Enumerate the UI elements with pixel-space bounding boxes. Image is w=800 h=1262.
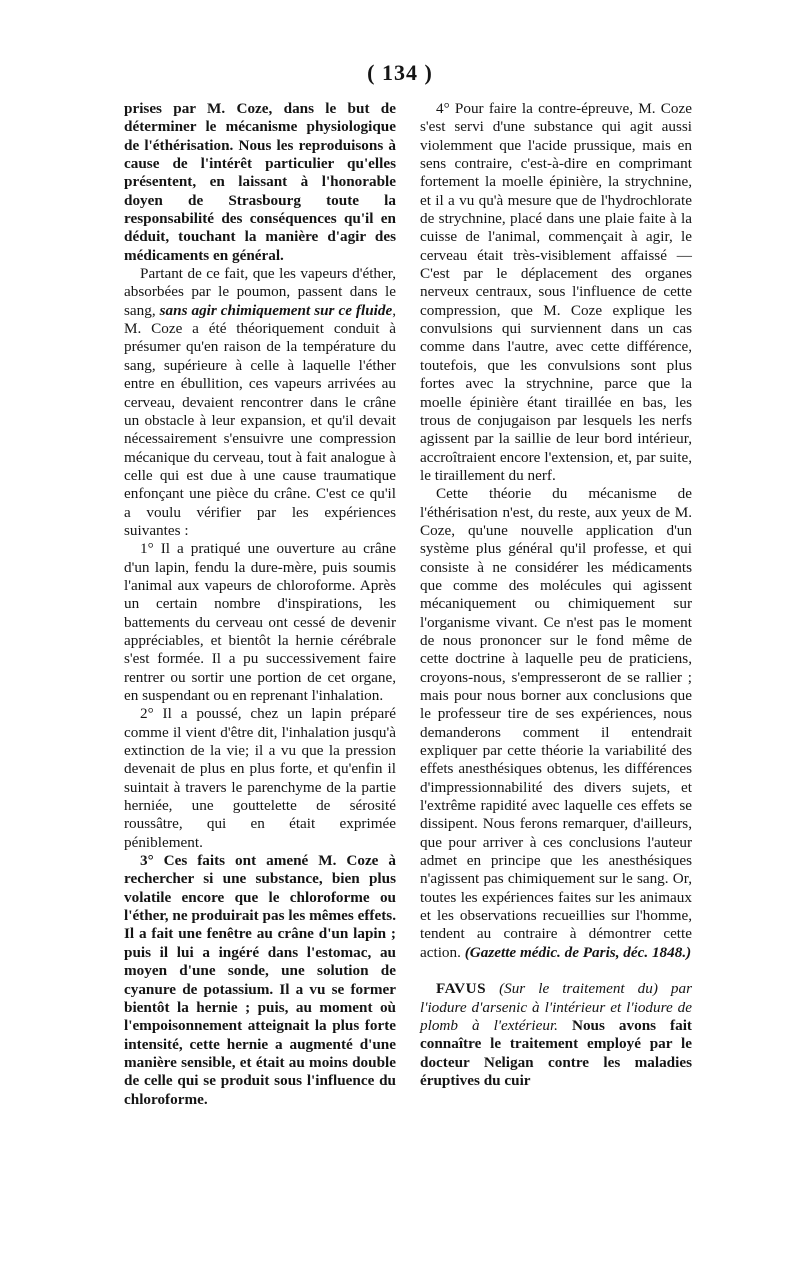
- experiment-1: 1° Il a pratiqué une ouverture au crâne d'un lapin, fendu la dure-mère, puis soumis l'animal aux vapeurs de chloroforme. Après un certain nombre d'inspirations, les battements du cerveau ont cessé de devenir appréciables, et bientôt la hernie cérébrale s'est formée. Il a pu successivement faire rentrer ou sortir une portion de cet organe, en suspendant ou en reprenant l'inhalation.: [124, 540, 396, 704]
- favus-text: Nous avons fait connaître le traitement employé par le docteur Neligan contre les maladies éruptives du cuir: [420, 1016, 692, 1089]
- left-column: [124, 100, 396, 1109]
- citation-gazette: (Gazette médic. de Paris, déc. 1848.): [464, 943, 692, 961]
- paragraph-conclusion-body: Cette théorie du mécanisme de l'éthérisation n'est, du reste, aux yeux de M. Coze, qu'une nouvelle application d'un système plus général qu'il professe, et qui consiste à ne considérer les médicaments que comme des molécules qui agissent mécaniquement ou chimiquement sur l'organisme vivant. Ce n'est pas le moment de nous prononcer sur le fond même de cette doctrine à laquelle peu de praticiens, croyons-nous, s'empresseront de se rallier ; mais pour nous borner aux conclusions que le professeur tire de ses expériences, nous demanderons comment il entendrait expliquer par cette théorie la variabilité des effets anesthésiques obtenus, les différences d'impressionnabilité des divers sujets, et l'extrême rapidité avec laquelle ces effets se dissipent. Nous ferons remarquer, d'ailleurs, que pour arriver à ces conclusions l'auteur admet en principe que les anesthésiques n'agissent pas chimiquement sur le sang. Or, toutes les expériences faites sur les animaux et les observations recueillies sur l'homme, tendent au contraire à démontrer cette action.: [420, 485, 692, 961]
- experiment-4: 4° Pour faire la contre-épreuve, M. Coze s'est servi d'une substance qui agit aussi violemment que l'acide prussique, mais en sens contraire, c'est-à-dire en comprimant fortement la moelle épinière, la strychnine, et il a vu qu'à mesure que de l'hydrochlorate de strychnine, placé dans une plaie faite à la cuisse de l'animal, commençait à agir, le cerveau était très-visiblement affaissé —C'est par le déplacement des organes nerveux centraux, sous l'influence de cette compression, que M. Coze explique les convulsions qui surviennent dans un cas comme dans l'autre, avec cette différence, toutefois, que les convulsions sont plus fortes avec la strychnine, parce que la moelle épinière étant tiraillée en bas, les trous de conjugaison par lesquels les nerfs agissent par la saillie de leur bord intérieur, accroîtraient encore l'extension, et, par suite, le tiraillement du nerf.: [420, 100, 692, 484]
- experiment-3: 3° Ces faits ont amené M. Coze à rechercher si une substance, bien plus volatile encore que le chloroforme ou l'éther, ne produirait pas les mêmes effets. Il a fait une fenêtre au crâne d'un lapin ; puis il lui a ingéré dans l'estomac, au moyen d'une sonde, une solution de cyanure de potassium. Il a vu se former bientôt la hernie ; puis, au moment où l'empoisonnement atteignait la plus forte intensité, cette hernie a augmenté d'une manière sensible, et était au moins double de celle qui se produit sous l'influence du chloroforme.: [124, 852, 396, 1108]
- favus-title: FAVUS: [436, 980, 487, 998]
- experiment-2: 2° Il a poussé, chez un lapin préparé comme il vient d'être dit, l'inhalation jusqu'à extinction de la vie; il a vu que la pression devenait de plus en plus forte, et qu'enfin il suintait à travers le parenchyme de la partie herniée, une gouttelette de sérosité roussâtre, qui en était exprimée péniblement.: [124, 705, 396, 851]
- emphasis-chimiquement: sans agir chimiquement sur ce fluide: [159, 301, 393, 319]
- favus-subtitle: (Sur le traitement du) par l'iodure d'arsenic à l'intérieur et l'iodure de plomb à l'extérieur.: [420, 980, 692, 1034]
- paragraph-theory-start: Partant de ce fait, que les vapeurs d'éther, absorbées par le poumon, passent dans le sang,: [124, 265, 396, 319]
- page-number: ( 134 ): [367, 60, 433, 85]
- paragraph-theory: [124, 265, 396, 540]
- paragraph-favus: [420, 980, 692, 1090]
- paragraph-continuation: prises par M. Coze, dans le but de déterminer le mécanisme physiologique de l'éthérisation. Nous les reproduisons à cause de l'intérêt particulier qu'elles présentent, en laissant à l'honorable doyen de Strasbourg toute la responsabilité des conséquences qu'il en déduit, touchant la manière d'agir des médicaments en général.: [124, 100, 396, 264]
- right-column: [420, 100, 692, 1090]
- paragraph-theory-end: , M. Coze a été théoriquement conduit à présumer qu'en raison de la température du sang, supérieure à celle à laquelle l'éther entre en ébullition, ces vapeurs arrivées au cerveau, devaient rencontrer dans le crâne un obstacle à leur expansion, et qu'il devait nécessairement s'ensuivre une compression mécanique du cerveau, tout à fait analogue à celle qui est due à une cause traumatique enfonçant une pièce du crâne. C'est ce qu'il a voulu vérifier par les expériences suivantes :: [124, 301, 396, 539]
- paragraph-conclusion: [420, 485, 692, 962]
